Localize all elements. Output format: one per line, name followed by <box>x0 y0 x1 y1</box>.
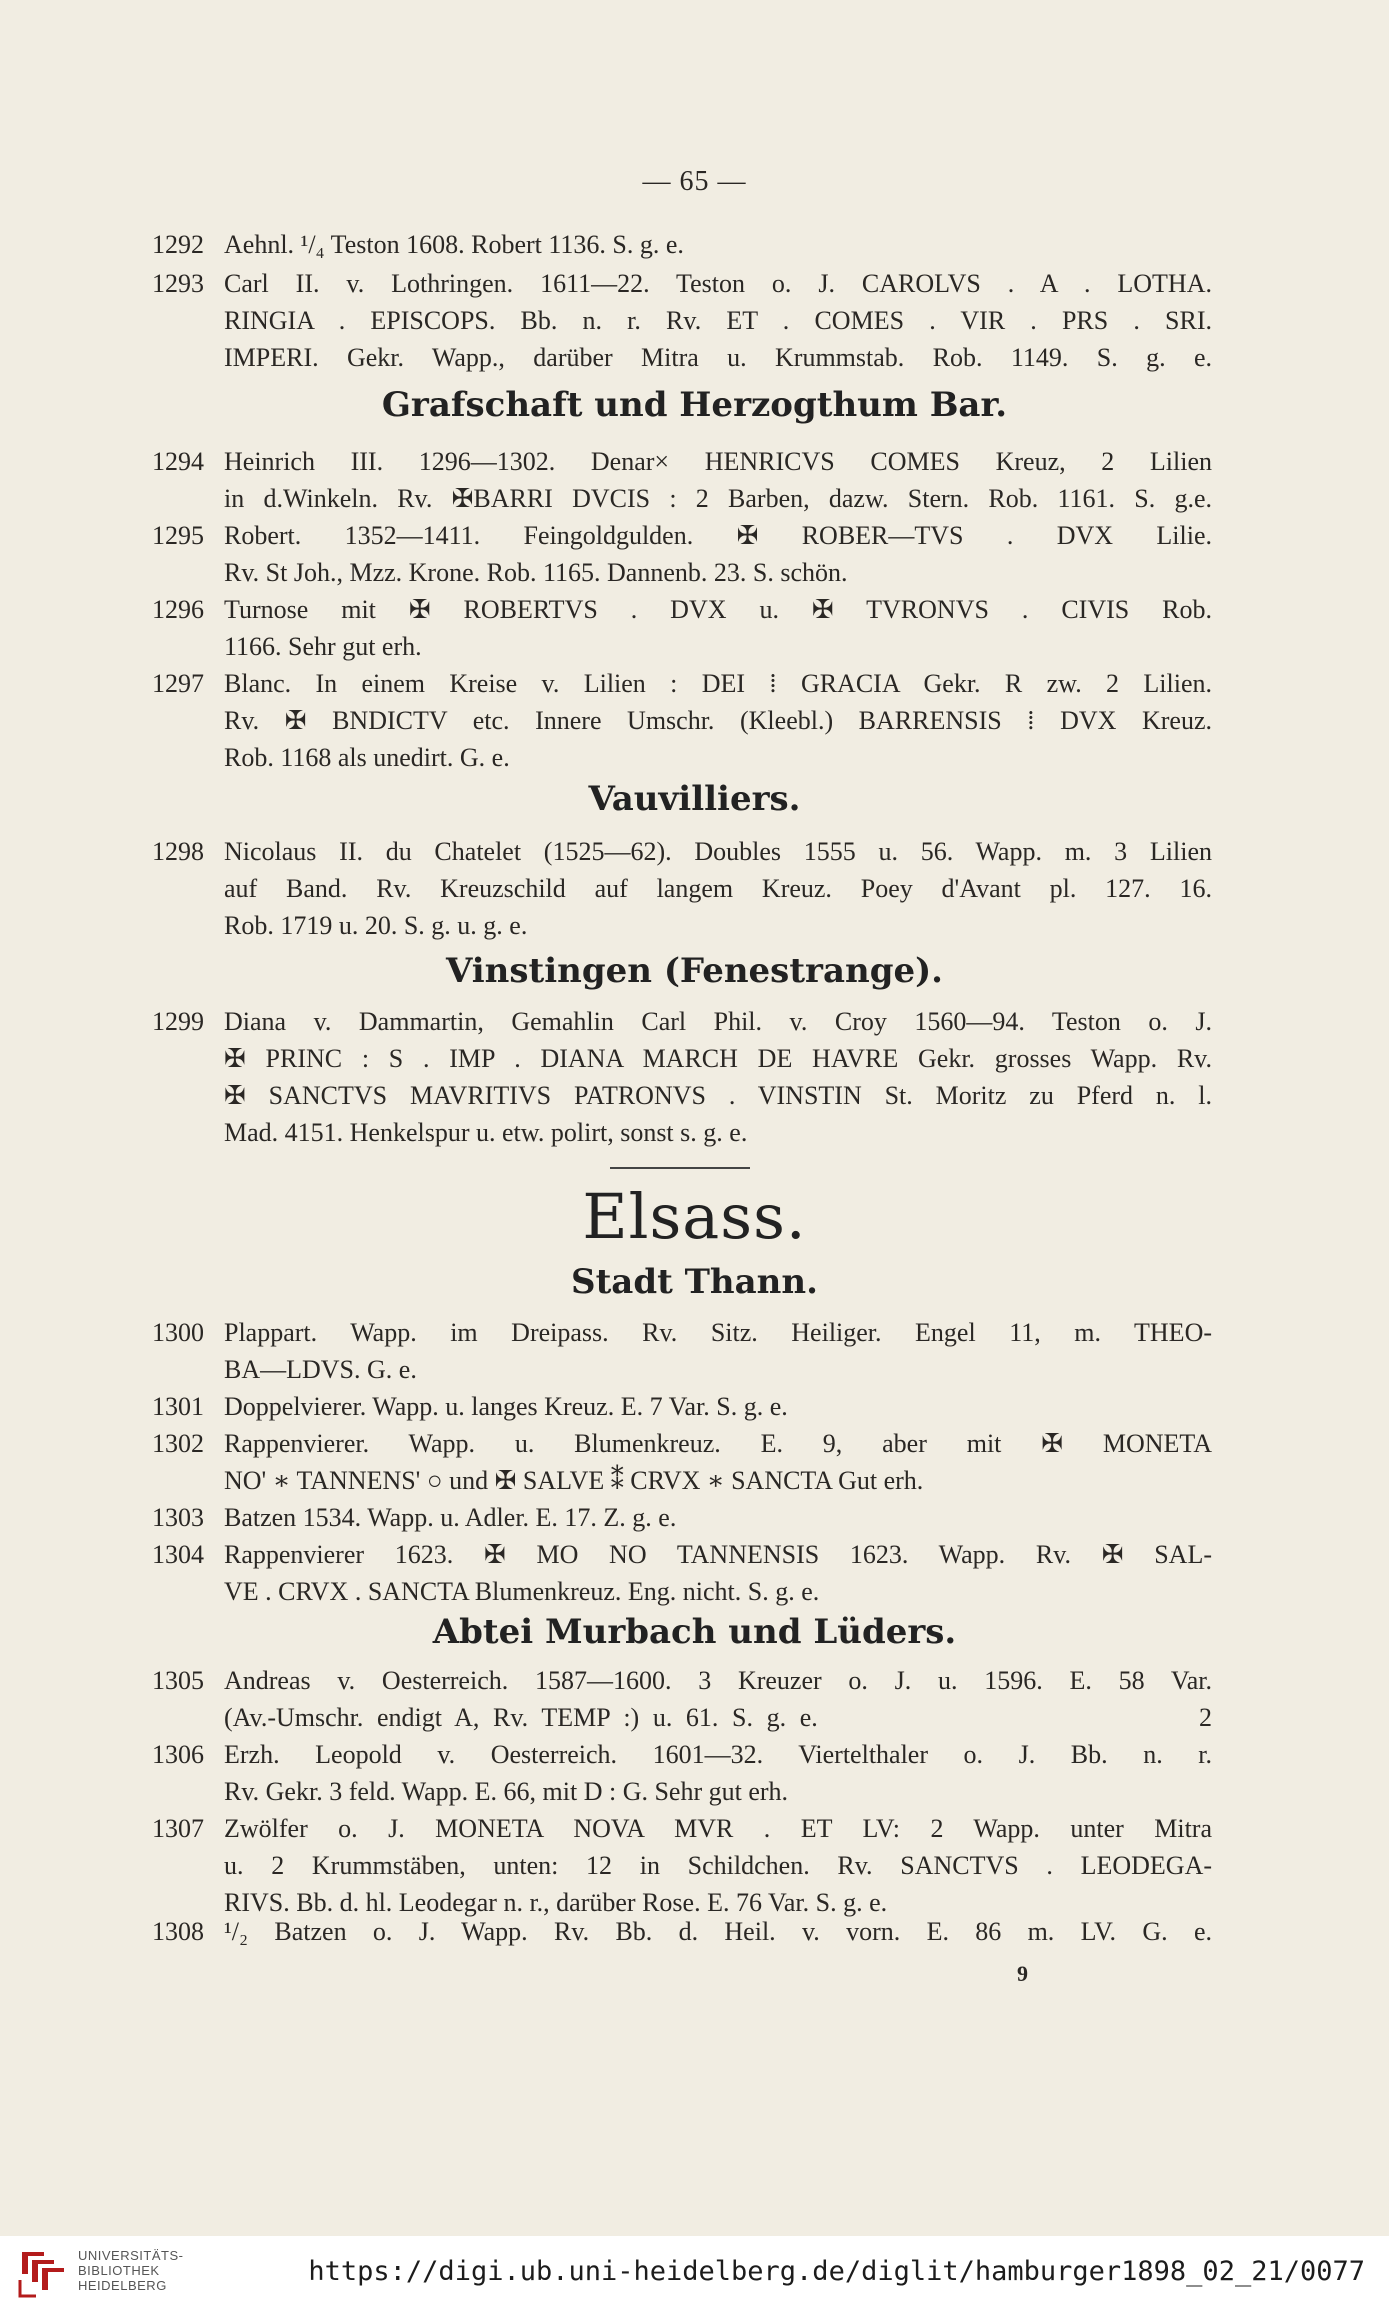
entry-line: RINGIA . EPISCOPS. Bb. n. r. Rv. ET . COMES . VIR . PRS . SRI. <box>224 306 1212 335</box>
entry-line: IMPERI. Gekr. Wapp., darüber Mitra u. Krummstab. Rob. 1149. S. g. e. <box>224 343 1212 372</box>
entry-number: 1298 <box>152 837 204 866</box>
entry-number: 1305 <box>152 1666 204 1695</box>
entry-number: 1299 <box>152 1007 204 1036</box>
entry-line: Nicolaus II. du Chatelet (1525—62). Doubles 1555 u. 56. Wapp. m. 3 Lilien <box>224 837 1212 866</box>
permalink-url[interactable]: https://digi.ub.uni-heidelberg.de/diglit/hamburger1898_02_21/0077 <box>308 2256 1365 2287</box>
page-number: — 65 — <box>642 166 747 197</box>
section-heading-vinstingen: Vinstingen (Fenestrange). <box>445 951 944 991</box>
entry-line: Turnose mit ✠ ROBERTVS . DVX u. ✠ TVRONVS . CIVIS Rob. <box>224 595 1212 624</box>
entry-line: 1166. Sehr gut erh. <box>224 632 422 661</box>
entry-line: Andreas v. Oesterreich. 1587—1600. 3 Kreuzer o. J. u. 1596. E. 58 Var. <box>224 1666 1212 1695</box>
entry-1304 <box>152 1536 1212 1610</box>
entry-line: Rappenvierer 1623. ✠ MO NO TANNENSIS 1623. Wapp. Rv. ✠ SAL- <box>224 1540 1212 1569</box>
entry-1302 <box>152 1425 1212 1499</box>
entry-line: ¹/₂ Batzen o. J. Wapp. Rv. Bb. d. Heil. v. vorn. E. 86 m. LV. G. e. <box>224 1917 1212 1946</box>
entry-number: 1306 <box>152 1740 204 1769</box>
entry-line: auf Band. Rv. Kreuzschild auf langem Kreuz. Poey d'Avant pl. 127. 16. <box>224 874 1212 903</box>
entry-1296 <box>152 591 1212 665</box>
entry-line: Rob. 1719 u. 20. S. g. u. g. e. <box>224 911 528 940</box>
university-library-logo-icon <box>14 2246 74 2302</box>
entry-line: Rob. 1168 als unedirt. G. e. <box>224 743 510 772</box>
sheet-signature: 9 <box>1017 1961 1028 1986</box>
entry-1294 <box>152 443 1212 517</box>
entry-line: VE . CRVX . SANCTA Blumenkreuz. Eng. nicht. S. g. e. <box>224 1577 820 1606</box>
entry-number: 1301 <box>152 1392 204 1421</box>
entry-line: (Av.-Umschr. endigt A, Rv. TEMP :) u. 61. S. g. e. 2 <box>224 1703 1212 1732</box>
entry-line: Diana v. Dammartin, Gemahlin Carl Phil. v. Croy 1560—94. Teston o. J. <box>224 1007 1212 1036</box>
entry-line: u. 2 Krummstäben, unten: 12 in Schildchen. Rv. SANCTVS . LEODEGA- <box>224 1851 1212 1880</box>
entry-line: Robert. 1352—1411. Feingoldgulden. ✠ ROBER—TVS . DVX Lilie. <box>224 521 1212 550</box>
entry-1303 <box>152 1499 1212 1536</box>
entry-line: Batzen 1534. Wapp. u. Adler. E. 17. Z. g. e. <box>224 1503 677 1532</box>
section-heading-murbach: Abtei Murbach und Lüders. <box>432 1612 957 1652</box>
entry-line: Rappenvierer. Wapp. u. Blumenkreuz. E. 9, aber mit ✠ MONETA <box>224 1429 1212 1458</box>
entry-number: 1308 <box>152 1917 204 1946</box>
entry-line: NO' ∗ TANNENS' ○ und ✠ SALVE ⁑ CRVX ∗ SANCTA Gut erh. <box>224 1466 924 1495</box>
section-heading-vauvilliers: Vauvilliers. <box>588 779 801 819</box>
library-name <box>78 2248 183 2293</box>
entry-1306 <box>152 1736 1212 1810</box>
section-heading-bar: Grafschaft und Herzogthum Bar. <box>381 385 1008 425</box>
entry-1300 <box>152 1314 1212 1388</box>
entry-number: 1304 <box>152 1540 204 1569</box>
entry-1305 <box>152 1662 1212 1736</box>
entry-number: 1293 <box>152 269 204 298</box>
entry-line: Rv. Gekr. 3 feld. Wapp. E. 66, mit D : G. Sehr gut erh. <box>224 1777 789 1806</box>
entry-line: Carl II. v. Lothringen. 1611—22. Teston o. J. CAROLVS . A . LOTHA. <box>224 269 1212 298</box>
library-name-line: BIBLIOTHEK <box>78 2263 160 2278</box>
entry-line: RIVS. Bb. d. hl. Leodegar n. r., darüber Rose. E. 76 Var. S. g. e. <box>224 1888 888 1917</box>
entry-line: Aehnl. ¹/₄ Teston 1608. Robert 1136. S. g. e. <box>224 230 684 259</box>
entry-number: 1307 <box>152 1814 204 1843</box>
library-name-line: HEIDELBERG <box>78 2278 167 2293</box>
entry-number: 1294 <box>152 447 204 476</box>
section-divider <box>610 1167 750 1169</box>
entry-number: 1297 <box>152 669 204 698</box>
entry-1295 <box>152 517 1212 591</box>
entry-line: Erzh. Leopold v. Oesterreich. 1601—32. Viertelthaler o. J. Bb. n. r. <box>224 1740 1212 1769</box>
entry-number: 1302 <box>152 1429 204 1458</box>
entry-1308 <box>152 1913 1212 1950</box>
entry-line: ✠ PRINC : S . IMP . DIANA MARCH DE HAVRE Gekr. grosses Wapp. Rv. <box>224 1044 1212 1073</box>
entry-1298 <box>152 833 1212 944</box>
library-name-line: UNIVERSITÄTS- <box>78 2248 184 2263</box>
entry-line: Blanc. In einem Kreise v. Lilien : DEI ⁞ GRACIA Gekr. R zw. 2 Lilien. <box>224 669 1212 698</box>
entry-number: 1295 <box>152 521 204 550</box>
entry-1297 <box>152 665 1212 776</box>
entry-1301 <box>152 1388 1212 1425</box>
entry-1299 <box>152 1003 1212 1151</box>
entry-line: ✠ SANCTVS MAVRITIVS PATRONVS . VINSTIN St. Moritz zu Pferd n. l. <box>224 1081 1212 1110</box>
section-heading-thann: Stadt Thann. <box>571 1262 818 1302</box>
entry-number: 1303 <box>152 1503 204 1532</box>
entry-line: Zwölfer o. J. MONETA NOVA MVR . ET LV: 2 Wapp. unter Mitra <box>224 1814 1212 1843</box>
entry-number: 1300 <box>152 1318 204 1347</box>
viewer-footer <box>0 2236 1389 2316</box>
entry-1307 <box>152 1810 1212 1921</box>
entry-line: BA—LDVS. G. e. <box>224 1355 417 1384</box>
entry-1292 <box>152 226 1212 263</box>
entry-line: Doppelvierer. Wapp. u. langes Kreuz. E. 7 Var. S. g. e. <box>224 1392 788 1421</box>
entry-line: Heinrich III. 1296—1302. Denar× HENRICVS COMES Kreuz, 2 Lilien <box>224 447 1212 476</box>
entry-line: Rv. St Joh., Mzz. Krone. Rob. 1165. Dannenb. 23. S. schön. <box>224 558 848 587</box>
chapter-heading-elsass: Elsass. <box>582 1180 807 1253</box>
entry-line: Rv. ✠ BNDICTV etc. Innere Umschr. (Kleebl.) BARRENSIS ⁞ DVX Kreuz. <box>224 706 1212 735</box>
entry-line: Plappart. Wapp. im Dreipass. Rv. Sitz. Heiliger. Engel 11, m. THEO- <box>224 1318 1212 1347</box>
entry-line: Mad. 4151. Henkelspur u. etw. polirt, sonst s. g. e. <box>224 1118 748 1147</box>
entry-line: in d.Winkeln. Rv. ✠BARRI DVCIS : 2 Barben, dazw. Stern. Rob. 1161. S. g.e. <box>224 484 1212 513</box>
entry-number: 1292 <box>152 230 204 259</box>
entry-number: 1296 <box>152 595 204 624</box>
entry-1293 <box>152 265 1212 376</box>
